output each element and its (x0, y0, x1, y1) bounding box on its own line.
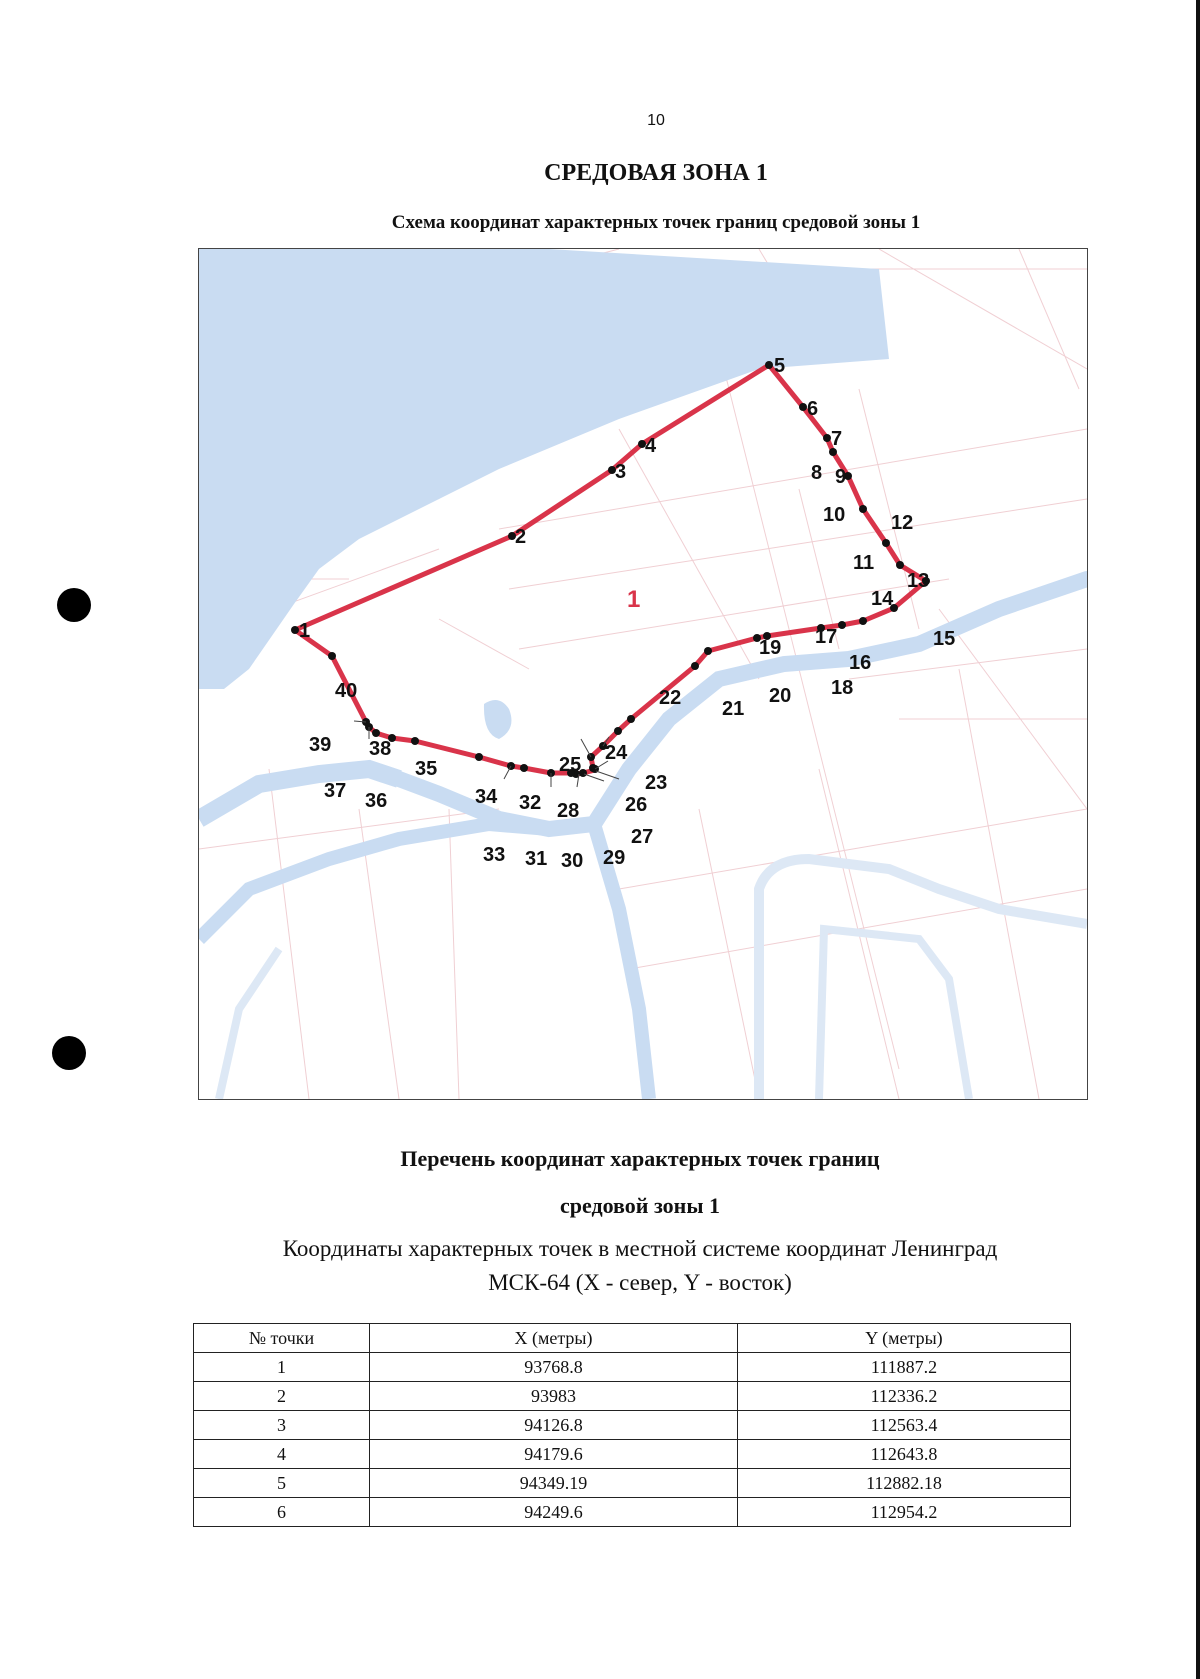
table-row (194, 1353, 1071, 1382)
point-number-cell: 6 (194, 1498, 370, 1527)
point-label: 30 (561, 850, 584, 872)
point-number-cell: 3 (194, 1411, 370, 1440)
point-label: 34 (475, 786, 498, 808)
point-label: 12 (891, 512, 914, 534)
point-label: 8 (811, 462, 823, 484)
point-label: 16 (849, 652, 872, 674)
point-label: 37 (324, 780, 347, 802)
point-label: 17 (815, 626, 838, 648)
column-header: № точки (194, 1324, 370, 1353)
point-label: 5 (774, 355, 786, 377)
punch-hole-bottom (52, 1036, 86, 1070)
y-coordinate-cell: 111887.2 (738, 1353, 1071, 1382)
point-label: 24 (605, 742, 628, 764)
x-coordinate-cell: 94126.8 (370, 1411, 738, 1440)
zone-number-label: 1 (627, 586, 641, 613)
list-title-line2: средовой зоны 1 (559, 1193, 721, 1218)
left-bottom-canal (219, 949, 279, 1099)
y-coordinate-cell: 112563.4 (738, 1411, 1071, 1440)
coordinate-description-line2: МСК-64 (X - север, Y - восток) (488, 1270, 792, 1295)
x-coordinate-cell: 93983 (370, 1382, 738, 1411)
x-coordinate-cell: 94179.6 (370, 1440, 738, 1469)
page-edge (1196, 0, 1200, 1679)
right-loop-canal (759, 859, 1087, 1099)
point-number-cell: 5 (194, 1469, 370, 1498)
point-label: 31 (525, 848, 548, 870)
page-number: 10 (647, 112, 665, 129)
x-coordinate-cell: 93768.8 (370, 1353, 738, 1382)
point-label: 38 (369, 738, 392, 760)
point-number-cell: 4 (194, 1440, 370, 1469)
point-label: 29 (603, 847, 626, 869)
point-label: 35 (415, 758, 438, 780)
point-label: 40 (335, 680, 358, 702)
point-label: 3 (615, 461, 627, 483)
y-coordinate-cell: 112336.2 (738, 1382, 1071, 1411)
y-coordinate-cell: 112882.18 (738, 1469, 1071, 1498)
point-label: 9 (835, 466, 847, 488)
x-coordinate-cell: 94349.19 (370, 1469, 738, 1498)
column-header: Y (метры) (738, 1324, 1071, 1353)
point-label: 1 (299, 620, 311, 642)
point-label: 4 (645, 435, 657, 457)
coordinates-table (193, 1323, 1071, 1527)
table-row (194, 1382, 1071, 1411)
point-label: 15 (933, 628, 956, 650)
point-label: 20 (769, 685, 792, 707)
point-label: 7 (831, 428, 843, 450)
point-label: 23 (645, 772, 668, 794)
page-title: СРЕДОВАЯ ЗОНА 1 (544, 160, 768, 186)
point-label: 32 (519, 792, 542, 814)
table-row (194, 1469, 1071, 1498)
punch-hole-top (57, 588, 91, 622)
point-number-cell: 2 (194, 1382, 370, 1411)
point-label: 36 (365, 790, 388, 812)
point-label: 22 (659, 687, 682, 709)
point-label: 11 (853, 552, 875, 574)
point-label: 2 (515, 526, 527, 548)
point-label: 6 (807, 398, 819, 420)
point-label: 19 (759, 637, 782, 659)
point-number-cell: 1 (194, 1353, 370, 1382)
x-coordinate-cell: 94249.6 (370, 1498, 738, 1527)
point-label: 10 (823, 504, 846, 526)
point-label: 28 (557, 800, 580, 822)
zone-map (198, 248, 1088, 1100)
point-label: 13 (907, 570, 930, 592)
list-title-line1: Перечень координат характерных точек границ (400, 1146, 880, 1171)
point-label: 39 (309, 734, 332, 756)
water-areas (199, 249, 1087, 1099)
point-label: 33 (483, 844, 506, 866)
coordinate-description-line1: Координаты характерных точек в местной системе координат Ленинград (282, 1236, 998, 1261)
y-coordinate-cell: 112954.2 (738, 1498, 1071, 1527)
point-label: 25 (559, 754, 582, 776)
point-label: 21 (722, 698, 745, 720)
zone-map-svg (199, 249, 1087, 1099)
table-row (194, 1411, 1071, 1440)
right-loop-inner (819, 929, 969, 1099)
point-label: 18 (831, 677, 854, 699)
table-row (194, 1440, 1071, 1469)
table-header-row (194, 1324, 1071, 1353)
table-row (194, 1498, 1071, 1527)
bottom-left-canal (199, 824, 549, 939)
point-label: 26 (625, 794, 648, 816)
small-pond (484, 700, 512, 739)
y-coordinate-cell: 112643.8 (738, 1440, 1071, 1469)
map-subtitle: Схема координат характерных точек границ средовой зоны 1 (391, 212, 921, 233)
column-header: X (метры) (370, 1324, 738, 1353)
point-label: 14 (871, 588, 894, 610)
point-label: 27 (631, 826, 654, 848)
